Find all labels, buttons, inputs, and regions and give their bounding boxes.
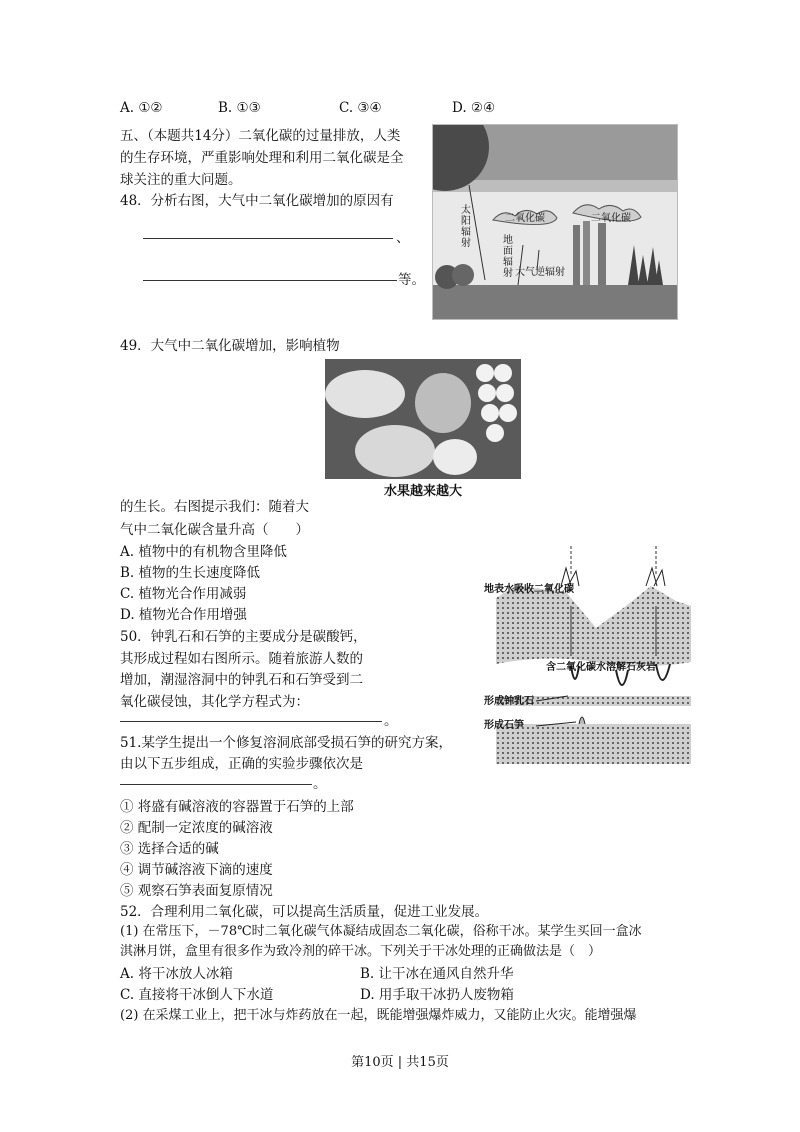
q50-end: 。 (384, 713, 398, 729)
cave-label-stalactite: 形成钟乳石 (484, 696, 534, 707)
section5-line3: 球关注的重大问题。 (120, 172, 242, 188)
q51-step-1: ① 将盛有碱溶液的容器置于石笋的上部 (120, 799, 354, 815)
q49-option-c: C. 植物光合作用减弱 (120, 586, 247, 602)
option-c: C. ③④ (339, 100, 382, 116)
option-a: A. ①② (120, 100, 163, 116)
greenhouse-figure (432, 124, 678, 320)
option-b: B. ①③ (218, 100, 261, 116)
q51-line1: 51.某学生提出一个修复溶洞底部受损石笋的研究方案， (120, 735, 452, 751)
answer-blank (120, 784, 312, 785)
cave-label-mid: 含二氧化碳水溶解石灰岩 (546, 662, 656, 673)
q51-line2: 由以下五步组成，正确的实验步骤依次是 (120, 756, 363, 772)
label-co2-b: 二氧化碳 (591, 213, 631, 224)
q49-cont2: 气中二氧化碳含量升高（ ） (120, 522, 309, 538)
fruit-figure (325, 359, 521, 507)
option-d: D. ②④ (452, 100, 496, 116)
q50-line1: 50．钟乳石和石笋的主要成分是碳酸钙， (120, 629, 367, 645)
q49-stem: 49．大气中二氧化碳增加，影响植物 (120, 338, 340, 354)
label-backrad: 大气逆辐射 (515, 267, 565, 278)
cave-figure (476, 546, 702, 770)
q50-line4: 氧化碳侵蚀，其化学方程式为： (120, 694, 309, 710)
answer-blank (120, 721, 382, 722)
q48-sep: 、 (396, 230, 410, 246)
q51-end: 。 (313, 776, 327, 792)
q52-option-c: C. 直接将干冰倒人下水道 (120, 987, 274, 1003)
page-footer: 第10页 | 共15页 (351, 1055, 449, 1070)
q49-option-b: B. 植物的生长速度降低 (120, 565, 261, 581)
q52-part1-a: (1) 在常压下，－78℃时二氧化碳气体凝结成固态二氧化碳，俗称干冰。某学生买回一盒冰 (120, 924, 642, 939)
q52-option-a: A. 将干冰放人冰箱 (120, 966, 233, 982)
q49-cont1: 的生长。右图提示我们：随着大 (120, 499, 309, 515)
q48-end: 等。 (398, 272, 425, 288)
q51-step-5: ⑤ 观察石笋表面复原情况 (120, 883, 273, 899)
section5-line1: 五、（本题共14分）二氧化碳的过量排放，人类 (120, 128, 401, 144)
q49-option-a: A. 植物中的有机物含里降低 (120, 544, 287, 560)
label-co2-a: 二氧化碳 (505, 213, 545, 224)
q50-line3: 增加，潮湿溶洞中的钟乳石和石笋受到二 (120, 672, 363, 688)
q48-stem: 48．分析右图，大气中二氧化碳增加的原因有 (120, 193, 394, 209)
q52-option-d: D. 用手取干冰扔人废物箱 (360, 987, 514, 1003)
q51-step-4: ④ 调节碱溶液下滴的速度 (120, 862, 273, 878)
label-ground: 地面辐射 (503, 235, 513, 279)
q50-line2: 其形成过程如右图所示。随着旅游人数的 (120, 651, 363, 667)
q51-step-3: ③ 选择合适的碱 (120, 841, 219, 857)
fruit-caption: 水果越来越大 (325, 479, 521, 507)
q49-option-d: D. 植物光合作用增强 (120, 607, 247, 623)
q52-part2: (2) 在采煤工业上，把干冰与炸药放在一起，既能增强爆炸威力，又能防止火灾。能增强爆 (120, 1008, 637, 1023)
label-solar: 太阳辐射 (461, 205, 471, 249)
q52-option-b: B. 让干冰在通风自然升华 (360, 966, 514, 982)
cave-label-stalagmite: 形成石笋 (484, 720, 524, 731)
q52-stem: 52．合理利用二氧化碳，可以提高生活质量，促进工业发展。 (120, 904, 489, 920)
section5-line2: 的生存环境，严重影响处理和利用二氧化碳是全 (120, 150, 404, 166)
answer-blank (143, 238, 393, 239)
cave-label-top: 地表水吸收二氧化碳 (484, 584, 574, 595)
q52-part1-b: 淇淋月饼，盒里有很多作为致冷剂的碎干冰。下列关于干冰处理的正确做法是（ ） (120, 944, 602, 959)
answer-blank (143, 280, 397, 281)
q51-step-2: ② 配制一定浓度的碱溶液 (120, 820, 273, 836)
